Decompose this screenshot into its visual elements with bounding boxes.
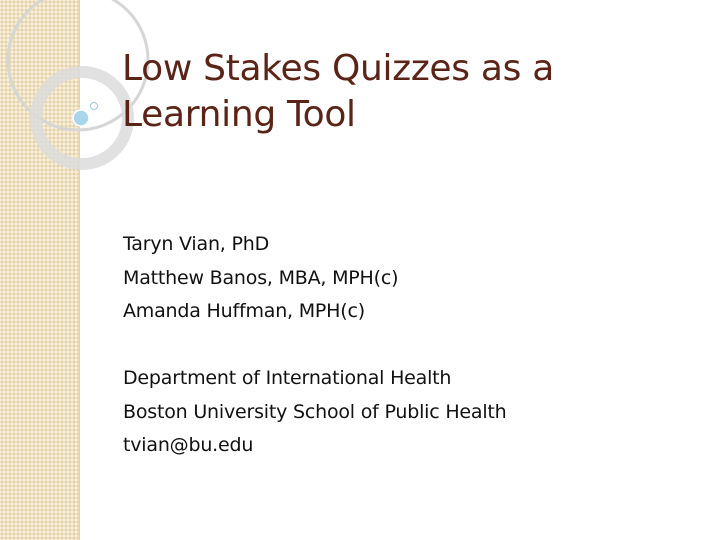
affiliation-department: Department of International Health: [123, 367, 452, 389]
title-line-2: Learning Tool: [122, 94, 356, 135]
title-line-1: Low Stakes Quizzes as a: [122, 48, 554, 89]
author-2: Matthew Banos, MBA, MPH(c): [123, 266, 399, 289]
author-3: Amanda Huffman, MPH(c): [123, 300, 365, 322]
accent-dot-large: [73, 110, 89, 126]
author-1: Taryn Vian, PhD: [123, 233, 269, 255]
accent-dot-small: [91, 103, 98, 110]
slide-body: [123, 228, 683, 463]
slide-title: [122, 46, 682, 138]
contact-email: tvian@bu.edu: [123, 434, 254, 456]
spacer: [123, 329, 683, 363]
affiliation-school: Boston University School of Public Health: [123, 400, 507, 423]
